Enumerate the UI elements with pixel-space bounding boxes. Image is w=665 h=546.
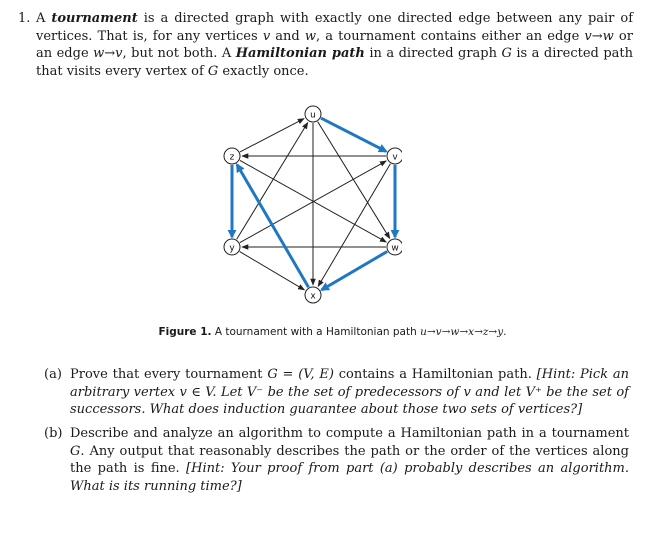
- path-edge-u-v: [321, 118, 386, 151]
- part-b: [44, 425, 629, 495]
- problem-text: in a directed graph: [364, 46, 502, 61]
- vertex-label-u: u: [310, 110, 316, 121]
- part-a: [44, 366, 629, 419]
- term-tournament: tournament: [51, 11, 138, 26]
- vertex-w: [387, 239, 402, 255]
- part-a-text: Prove that every tournament: [70, 367, 268, 382]
- edge-v-x: [318, 164, 390, 287]
- math-G: G: [207, 63, 219, 79]
- problem-text: , a tournament contains either an edge: [316, 28, 585, 44]
- part-b-label: (b): [44, 426, 63, 441]
- caption-path: u→v→w→x→z→y: [420, 326, 504, 338]
- problem-text: and: [270, 28, 305, 44]
- part-b-math: G: [70, 443, 81, 459]
- path-edge-w-x: [322, 252, 388, 290]
- part-b-hint: [Hint: Your proof from part (a) probably describes an algorithm. What is its running time?]: [70, 461, 630, 494]
- caption-end: .: [503, 326, 507, 338]
- part-a-math: G = (V, E): [267, 367, 334, 382]
- math-v: v: [262, 28, 271, 44]
- problem-text: is a directed path that visits every vertex of: [36, 46, 633, 79]
- problem-body: [36, 10, 633, 80]
- caption-label: Figure 1.: [158, 326, 212, 338]
- math-w: w: [304, 28, 317, 44]
- vertex-label-x: x: [310, 291, 316, 302]
- vertex-y: [224, 239, 240, 255]
- problem-text: is a directed graph with exactly one directed edge between any pair of vertices. That is, for any vertices: [36, 11, 634, 44]
- figure-caption: [0, 326, 665, 338]
- part-b-text: . Any output that reasonably describes the path or the order of the vertices along the path is fine.: [70, 443, 629, 476]
- edge-z-u: [240, 119, 304, 152]
- math-edge-wv: w→v: [93, 46, 123, 61]
- vertex-label-z: z: [229, 152, 235, 163]
- vertex-x: [305, 287, 321, 303]
- part-a-text: contains a Hamiltonian path.: [333, 367, 537, 382]
- math-G: G: [501, 46, 512, 61]
- term-hamiltonian-path: Hamiltonian path: [235, 46, 365, 61]
- problem-number: 1.: [18, 11, 31, 26]
- math-edge-vw: v→w: [584, 28, 614, 44]
- part-a-hint: [Hint: Pick an arbitrary vertex v ∈ V. Let V⁻ be the set of predecessors of v and let V⁺ be the set of successors. What does induction guarantee about those two sets of vertices?]: [70, 367, 630, 417]
- problem-text: or an edge: [36, 28, 633, 61]
- part-b-text: Describe and analyze an algorithm to compute a Hamiltonian path in a tournament: [70, 426, 629, 441]
- tournament-graph: [222, 100, 402, 310]
- problem-statement: [18, 10, 633, 80]
- problem-text: , but not both. A: [122, 46, 236, 61]
- vertex-u: [305, 106, 321, 122]
- edge-u-w: [318, 122, 390, 239]
- vertex-z: [224, 148, 240, 164]
- edge-y-x: [240, 252, 305, 290]
- part-a-label: (a): [44, 367, 62, 382]
- caption-text: A tournament with a Hamiltonian path: [211, 326, 421, 338]
- vertex-v: [387, 148, 402, 164]
- path-edge-x-z: [237, 165, 309, 288]
- problem-text: exactly once.: [218, 63, 309, 79]
- tournament-figure: [222, 100, 402, 310]
- vertex-label-v: v: [392, 152, 398, 163]
- vertex-label-w: w: [391, 243, 399, 254]
- problem-text: A: [36, 11, 52, 26]
- vertex-label-y: y: [229, 243, 235, 254]
